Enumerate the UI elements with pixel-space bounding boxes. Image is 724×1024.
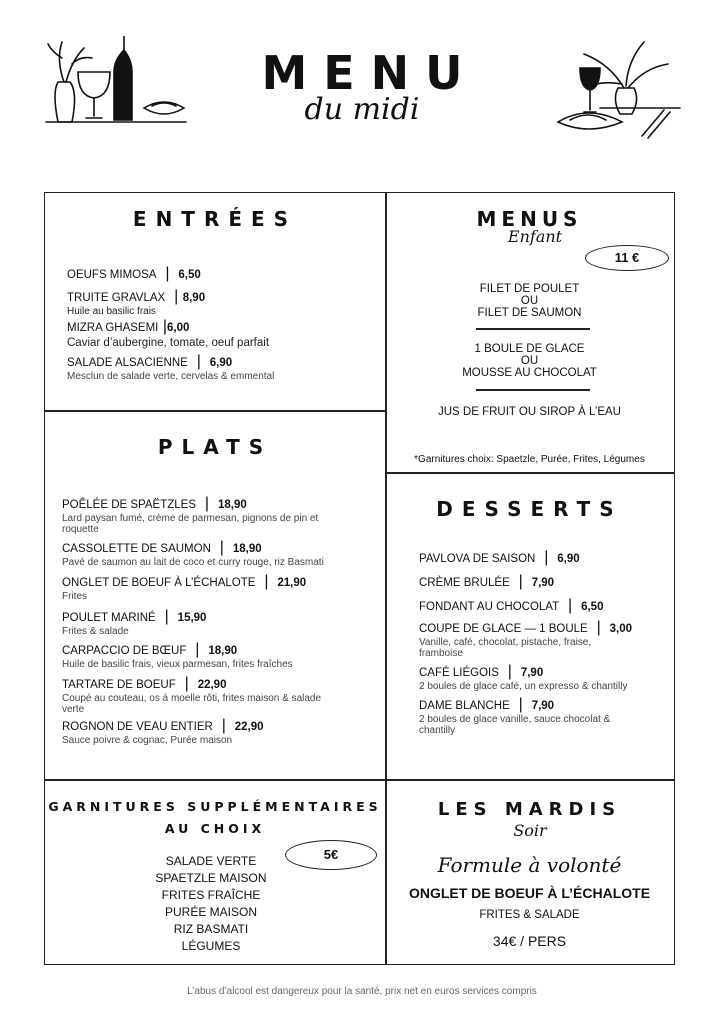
garniture-item: SPAETZLE MAISON xyxy=(155,871,267,885)
item-description: Caviar d’aubergine, tomate, oeuf parfait xyxy=(67,337,270,349)
item-description: roquette xyxy=(62,524,99,535)
item-description: Lard paysan fumé, crème de parmesan, pignons de pin et xyxy=(62,513,319,524)
item-description: Mesclun de salade verte, cervelas & emmental xyxy=(67,371,275,382)
item-name: ONGLET DE BOEUF À L’ÉCHALOTE xyxy=(62,577,256,589)
list-item: COUPE DE GLACE — 1 BOULE | 3,00 Vanille, café, chocolat, pistache, fraise, framboise xyxy=(419,619,659,659)
item-description: verte xyxy=(62,704,85,715)
desserts-title: DESSERTS xyxy=(436,497,623,521)
grid-divider-enfant xyxy=(385,472,674,474)
enfant-line: 1 BOULE DE GLACE xyxy=(474,343,585,355)
item-name: TARTARE DE BOEUF xyxy=(62,679,176,691)
item-price: 7,90 xyxy=(531,577,555,589)
item-name: MIZRA GHASEMI xyxy=(67,322,159,334)
item-name: CRÈME BRULÉE xyxy=(419,577,510,589)
wine-glass-plate-cutlery-icon xyxy=(552,24,682,142)
page-title: MENU xyxy=(261,46,479,100)
item-name: DAME BLANCHE xyxy=(419,700,510,712)
list-item: TRUITE GRAVLAX | 8,90 Huile au basilic frais xyxy=(67,288,652,317)
item-price: 18,90 xyxy=(217,499,247,511)
garniture-item: RIZ BASMATI xyxy=(173,922,249,936)
divider xyxy=(476,328,590,330)
mardis-side: FRITES & SALADE xyxy=(479,909,580,921)
item-description: Frites & salade xyxy=(62,626,129,637)
enfant-line: MOUSSE AU CHOCOLAT xyxy=(462,367,597,379)
list-item: CARPACCIO DE BŒUF | 18,90 Huile de basilic frais, vieux parmesan, frites fraîches xyxy=(62,641,362,670)
item-price: 15,90 xyxy=(177,612,207,624)
enfant-subtitle: Enfant xyxy=(507,227,563,246)
item-price: 18,90 xyxy=(208,645,238,657)
garnitures-list xyxy=(145,853,277,955)
item-price: 22,90 xyxy=(234,721,264,733)
item-description: 2 boules de glace vanille, sauce chocolat & xyxy=(419,714,611,725)
enfant-drink: JUS DE FRUIT OU SIROP À L’EAU xyxy=(438,406,621,418)
garnitures-subtitle: AU CHOIX xyxy=(164,821,266,836)
list-item: DAME BLANCHE | 7,90 2 boules de glace vanille, sauce chocolat & chantilly xyxy=(419,696,659,736)
item-price: 6,90 xyxy=(209,357,233,369)
item-description: Sauce poivre & cognac, Purée maison xyxy=(62,735,233,746)
grid-divider-entrees xyxy=(45,410,385,412)
list-item: FONDANT AU CHOCOLAT | 6,50 xyxy=(419,597,604,614)
garniture-item: SALADE VERTE xyxy=(165,854,257,868)
list-item: ROGNON DE VEAU ENTIER | 22,90 Sauce poivre & cognac, Purée maison xyxy=(62,717,362,746)
enfant-main-choices xyxy=(385,283,674,319)
garnitures-price-badge: 5€ xyxy=(285,840,377,870)
garniture-item: PURÉE MAISON xyxy=(164,905,257,919)
list-item: SALADE ALSACIENNE | 6,90 Mesclun de salade verte, cervelas & emmental xyxy=(67,353,652,382)
list-item: CAFÉ LIÉGOIS | 7,90 2 boules de glace café, un expresso & chantilly xyxy=(419,663,659,692)
item-price: 6,50 xyxy=(581,601,604,613)
item-name: CARPACCIO DE BŒUF xyxy=(62,645,187,657)
entrees-title: ENTRÉES xyxy=(132,207,298,231)
item-name: FONDANT AU CHOCOLAT xyxy=(419,601,560,613)
item-price: 7,90 xyxy=(520,667,544,679)
list-item: CRÈME BRULÉE | 7,90 xyxy=(419,573,555,590)
item-price: 6,00 xyxy=(166,322,190,334)
item-description: Huile au basilic frais xyxy=(67,306,156,317)
item-name: POÊLÉE DE SPAËTZLES xyxy=(62,499,197,511)
item-name: CASSOLETTE DE SAUMON xyxy=(62,543,211,555)
enfant-line: FILET DE SAUMON xyxy=(477,307,582,319)
enfant-dessert-choices xyxy=(385,343,674,379)
item-description: Vanille, café, chocolat, pistache, fraise, xyxy=(419,637,592,648)
list-item: TARTARE DE BOEUF | 22,90 Coupé au couteau, os à moelle rôti, frites maison & salade verte xyxy=(62,675,362,715)
enfant-line: OU xyxy=(520,295,539,307)
enfant-price-badge: 11 € xyxy=(585,245,669,271)
item-description: 2 boules de glace café, un expresso & chantilly xyxy=(419,681,628,692)
item-name: PAVLOVA DE SAISON xyxy=(419,553,536,565)
item-name: COUPE DE GLACE — 1 BOULE xyxy=(419,623,588,635)
item-price: 6,90 xyxy=(557,553,580,565)
list-item: OEUFS MIMOSA | 6,50 xyxy=(67,265,201,282)
mardis-price: 34€ / PERS xyxy=(492,933,567,949)
mardis-dish: ONGLET DE BOEUF À L’ÉCHALOTE xyxy=(408,885,651,901)
item-description: chantilly xyxy=(419,725,456,736)
item-description: Pavé de saumon au lait de coco et curry rouge, riz Basmati xyxy=(62,557,324,568)
enfant-title: MENUS xyxy=(476,207,583,231)
wine-bottle-glass-vase-icon xyxy=(44,18,194,130)
garniture-item: LÉGUMES xyxy=(181,939,241,953)
item-name: ROGNON DE VEAU ENTIER xyxy=(62,721,213,733)
item-description: Frites xyxy=(62,591,87,602)
item-name: SALADE ALSACIENNE xyxy=(67,357,188,369)
item-name: TRUITE GRAVLAX xyxy=(67,292,166,304)
garnitures-title: GARNITURES SUPPLÉMENTAIRES xyxy=(48,799,382,814)
item-price: 8,90 xyxy=(182,292,206,304)
mardis-title: LES MARDIS xyxy=(437,799,622,820)
footer-disclaimer: L’abus d’alcool est dangereux pour la santé, prix net en euros services compris xyxy=(187,986,537,997)
item-price: 6,50 xyxy=(178,269,201,281)
item-price: 18,90 xyxy=(232,543,262,555)
garniture-item: FRITES FRAÎCHE xyxy=(161,888,261,902)
divider xyxy=(476,389,590,391)
item-name: OEUFS MIMOSA xyxy=(67,269,157,281)
mardis-subtitle: Soir xyxy=(513,821,547,840)
list-item: MIZRA GHASEMI |6,00 Caviar d’aubergine, tomate, oeuf parfait xyxy=(67,318,652,350)
mardis-formule: Formule à volonté xyxy=(437,853,622,877)
item-description: Coupé au couteau, os à moelle rôti, frites maison & salade xyxy=(62,693,322,704)
item-price: 3,00 xyxy=(609,623,633,635)
item-price: 7,90 xyxy=(531,700,555,712)
enfant-line: FILET DE POULET xyxy=(479,283,580,295)
list-item: POÊLÉE DE SPAËTZLES | 18,90 Lard paysan fumé, crème de parmesan, pignons de pin et roquette xyxy=(62,495,362,535)
list-item: ONGLET DE BOEUF À L’ÉCHALOTE | 21,90 Frites xyxy=(62,573,362,602)
page-subtitle: du midi xyxy=(304,92,420,127)
item-description: framboise xyxy=(419,648,463,659)
menu-grid xyxy=(44,192,675,965)
item-price: 22,90 xyxy=(197,679,227,691)
item-name: POULET MARINÉ xyxy=(62,612,156,624)
grid-divider-bottom xyxy=(45,779,674,781)
enfant-line: OU xyxy=(520,355,539,367)
enfant-note: *Garnitures choix: Spaetzle, Purée, Frites, Légumes xyxy=(414,454,645,465)
item-description: Huile de basilic frais, vieux parmesan, frites fraîches xyxy=(62,659,293,670)
list-item: PAVLOVA DE SAISON | 6,90 xyxy=(419,549,580,566)
list-item: POULET MARINÉ | 15,90 Frites & salade xyxy=(62,608,362,637)
list-item: CASSOLETTE DE SAUMON | 18,90 Pavé de saumon au lait de coco et curry rouge, riz Basmati xyxy=(62,539,362,568)
item-price: 21,90 xyxy=(277,577,307,589)
plats-title: PLATS xyxy=(157,435,273,459)
item-name: CAFÉ LIÉGOIS xyxy=(419,667,499,679)
